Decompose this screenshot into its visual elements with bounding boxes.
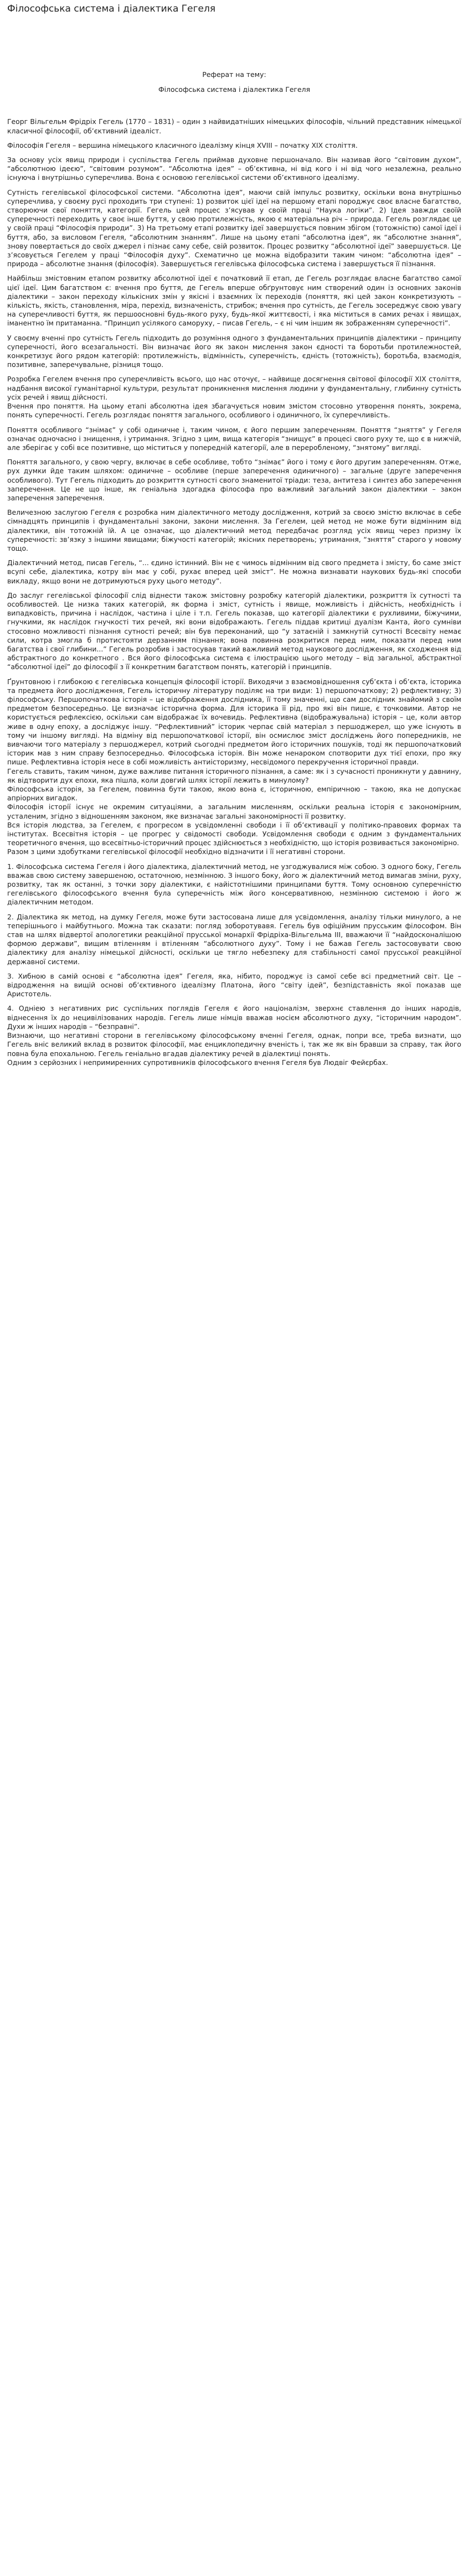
page-title: Філософська система і діалектика Гегеля [7,3,216,14]
document-page [0,3,469,1067]
body-paragraph: Філософія історії існує не окремим ситуаціями, а загальним мисленням, оскільки реальна історія є закономірним, усталеним, згідно з відношенням законом, яке визначає загальні закономірності її розвитку. [7,803,461,820]
body-paragraph: Визнаючи, що негативні сторони в гегелівському філософському вченні Гегеля, однак, попри все, треба визнати, що Гегель вніс великий вклад в розвиток філософії, має енциклопедичну вченість і, так же як він бравши за справу, так його повна була епохальною. Гегель геніально вгадав діалектику речей в діалектиці понять. [7,1031,461,1058]
body-paragraph: Діалектичний метод, писав Гегель, “... єдино істинний. Він не є чимось відмінним від свого предмета і змісту, бо саме зміст всупі себе, діалектика, котру він має у собі, рухає вперед цей зміст”. Не можна визнавати наукових будь-які способи викладу, якщо вони не дотримуються руху цього методу”. [7,558,461,585]
body-paragraph: Георг Вільгельм Фрідріх Гегель (1770 – 1831) – один з найвидатніших німецьких філософів, чільний представник німецької класичної філософії, об’єктивний ідеаліст. [7,117,461,135]
top-spacer [7,15,461,70]
body-paragraph: 2. Діалектика як метод, на думку Гегеля, може бути застосована лише для усвідомлення, аналізу тільки минулого, а не теперішнього і майбутнього. Можна так сказати: погляд зоборотувавя. Гегель був офіційним прусським філософом. Він став на шлях відвертої апологетики реакційної прусської монархії Фрідріха-Вільгельма III, вважаючи її “найдосконалішою формою держави”, вищим втіленням і втіленням “абсолютного духу”. Тому і не бажав Гегель застосовувати свою діалектику для аналізу німецької дійсності, оскільки це тягло небезпеку для стабільності самої прусської реакційної державної системи. [7,912,461,966]
abstract-topic: Філософська система і діалектика Гегеля [158,85,311,94]
body-paragraph: До заслуг гегелівської філософії слід віднести також змістовну розробку категорій діалектики, розкриття їх сутності та особливостей. Це низка таких категорій, як форма і зміст, сутність і явище, можливість і дійсність, необхідність і випадковість, причина і наслідок, частина і ціле і т.п. Гегель показав, що категорії діалектики є рухливими, біжучими, гнучкими, як наслідок гнучкості тих речей, які вони відображають. Гегель піддав критиці дуалізм Канта, його сумніви стосовно можливості пізнання сутності речей; він був переконаний, що “у затаєній і замкнутій сутності Всесвіту немає сили, котра змогла б протистояти дерзанням пізнання; вона повинна розкритися перед ним, показати перед ним багатства і свої глибини...” Гегель розробив і застосував такий важливий метод наукового дослідження, як сходження від абстрактного до конкретного . Вся його філософська система є ілюстрацією цього методу – від загальної, абстрактної “абсолютної ідеї” до філософії з її конкретним багатством понять, категорій і принципів. [7,591,461,671]
body-paragraph: Вся історія людства, за Гегелем, є прогресом в усвідомленні свободи і її об’єктивації у політико-правових формах та інститутах. Всесвітня історія – це прогрес у свідомості свободи. Усвідомлення свободи є одним з фундаментальних теоретичного вчення, що всесвітньо-історичний процес здійснюється з необхідністю, що історія розвивається закономірно. [7,820,461,847]
body-paragraph: За основу усіх явищ природи і суспільства Гегель приймав духовне першоначало. Він називав його “світовим духом”, “абсолютною ідеєю”, “світовим розумом”. “Абсолютна ідея” – об’єктивна, ні від кого і ні від чого незалежна, реально існуюча і внутрішньо суперечлива. Вона є основою гегелівської системи об’єктивного ідеалізму. [7,156,461,182]
body-paragraph: Розробка Гегелем вчення про суперечливість всього, що нас оточує, – найвище досягнення світової філософії XIX століття, надбання високої гуманітарної культури, результат проникнення мислення людини у фундаментальну, глибинну сутність усіх речей і явищ дійсності. [7,375,461,401]
body-paragraph: Поняття особливого “знімає” у собі одиничне і, таким чином, є його першим запереченням. Поняття “зняття” у Гегеля означає одночасно і знищення, і утримання. Згідно з цим, вища категорія “знищує” в процесі свого руху те, що є в нижчій, але зберігає у собі все позитивне, що міститься у попередній категорії, але в переробленому, “знятому” вигляді. [7,425,461,452]
body-paragraph: 3. Хибною в самій основі є “абсолютна ідея” Гегеля, яка, нібито, породжує із самої себе всі предметний світ. Це – відродження на вищій основі об’єктивного ідеалізму Платона, його “світу ідей”, безпідставність якої показав ще Аристотель. [7,971,461,999]
heading-gap [7,94,461,117]
body-paragraph: Гегель ставить, таким чином, дуже важливе питання історичного пізнання, а саме: як і з сучасності проникнути у давнину, як відтворити дух епохи, яка пішла, коли довгий шлях історії лежить в минулому? [7,767,461,784]
body-paragraph: 1. Філософська система Гегеля і його діалектика, діалектичний метод, не узгоджувалися між собою. З одного боку, Гегель вважав свою систему завершеною, остаточною, незмінною. З іншого боку, його ж діалектичний метод вимагав зміни, руху, розвитку, так як останні, з точки зору діалектики, є найістотнішими принципами буття. Тому основною суперечністю гегелівського філософського вчення була суперечність між його консервативною, незмінною системою і його ж діалектичним методом. [7,862,461,907]
body-paragraph: Вчення про поняття. На цьому етапі абсолютна ідея збагачується новим змістом стосовно утворення понять, зокрема, понять суперечності. Гегель розглядає поняття загального, особливого і одиничного, їх суперечливість. [7,402,461,420]
document-body [7,117,461,1067]
body-paragraph: Філософська історія, за Гегелем, повинна бути такою, якою вона є, історичною, емпіричною – такою, яка не допускає апріорних вигадок. [7,785,461,803]
body-paragraph: Ґрунтовною і глибокою є гегелівська концепція філософії історії. Виходячи з взаємовідношення суб’єкта і об’єкта, історика та предмета його дослідження, Гегель історичну літературу поділяє на три види: 1) першопочаткову; 2) рефлективну; 3) філософську. Першопочаткова історія – це відображення дослідника, її тому значенні, що сам дослідник знайомий з своїм предметом безпосередньо. Це визначає історична форма. Для історика її рід, про які він пише, є точковими. Автор не користується рефлексією, оскільки сам відображає їх вочевидь. Рефлективна (відображувальна) історія – це, коли автор живе в одну епоху, а досліджує іншу. “Рефлективний” історик черпає свій матеріал з першоджерел, що уже існують в тому чи іншому вигляді. На відміну від першопочаткової історії, він осмислює зміст досліджень його попередників, не вивчаючи того матеріалу з першоджерел, котрий сьогодні предметом його історичних пошуків, тоді як першопочатковий історик мав з ним справу безпосередньо. Філософська історія. Він може ненароком спотворити дух тієї епохи, про яку пише. Рефлективна історія несе в собі можливість антиісторизму, несвідомого перекручення історичної правди. [7,677,461,767]
body-paragraph: Одним з серйозних і непримиренних супротивників філософського вчення Гегеля був Людвіг Фейєрбах. [7,1058,388,1067]
body-paragraph: Сутність гегелівської філософської системи. “Абсолютна ідея”, маючи свій імпульс розвитку, оскільки вона внутрішньо суперечлива, у своєму русі проходить три ступені: 1) розвиток цієї ідеї на першому етапі породжує своє власне багатство, створюючи свої поняття, категорії. Гегель цей процес з’ясував у своїй праці “Наука логіки”. 2) Ідея завжди своїй суперечності переходить у своє інше буття, у свою протилежність, якою є матеріальна річ – природа. Гегель розглядає це у своїй праці “Філософія природи”. 3) На третьому етапі розвитку ідеї завершується повним збігом (тотожністю) самої ідеї і буття, або, за висловом Гегеля, “абсолютним знанням”. Лише на цьому етапі “абсолютна ідея”, як “абсолютне знання”, знову повертається до своїх джерел і пізнає саму себе, свій розвиток. Процес розвитку “абсолютної ідеї” завершується. Це з’ясовується Гегелем у праці “Філософія духу”. Схематично це можна відобразити таким чином: “абсолютна ідея” – природа – абсолютне знання (філософія). Завершується гегелівська філософська система і завершується її пізнання. [7,188,461,268]
body-paragraph: 4. Одніею з негативних рис суспільних поглядів Гегеля є його націоналізм, зверхнє ставлення до інших народів, віднесення їх до нецивілізованих народів. Гегель лише німців вважав носієм абсолютного духу, “історичним народом”. Духи ж інших народів – “безправні”. [7,1004,461,1031]
body-paragraph: Величезною заслугою Гегеля є розробка ним діалектичного методу дослідження, котрий за своєю змістю включає в себе сімнадцять принципів і фундаментальні закони, закони мислення. За Гегелем, цей метод не може бути відмінним від діалектики, він тотожній їй. А це означає, що діалектичний метод передбачає розгляд усіх явищ через призму їх суперечності: зв’язку з іншими явищами; біжучості категорій; якісних перетворень; утримання, “зняття” старого у новому тощо. [7,508,461,552]
body-paragraph: Поняття загального, у свою чергу, включає в себе особливе, тобто “знімає” його і тому є його другим запереченням. Отже, рух думки йде таким шляхом: одиничне – особливе (перше заперечення одиничного) – загальне (друге заперечення особливого). Тут Гегель підходить до розкриття сутності свого знаменитої тріади: теза, антитеза і синтез або заперечення заперечення. Це не що інше, як геніальна здогадка філософа про важливий загальний закон діалектики – закон заперечення заперечення. [7,458,461,502]
body-paragraph: Разом з цими здобутками гегелівської філософії необхідно відзначити і її негативні сторони. [7,847,346,856]
abstract-label: Реферат на тему: [202,70,266,79]
body-paragraph: Найбільш змістовним етапом розвитку абсолютної ідеї є початковий її етап, де Гегель розглядає власне багатство самої цієї ідеї. Цим багатством є: вчення про буття, де Гегель вперше обґрунтовує ним створений один із основних законів діалектики – закон переходу кількісних змін у якісні і взаємних їх переходів (поняття, які цей закон конкретизують – кількість, якість, становлення, міра, перехід, визначеність, стрибок; вчення про сутність, де Гегель зосереджує свою увагу на суперечливості буття, як першоосновні будь-якого руху, будь-якої життєвості, і яка міститься в самих речах і явищах, іманентно їм притаманна. “Принцип усілякого саморуху, – писав Гегель, – є ні чим іншим як зображенням суперечності”. [7,274,461,328]
body-paragraph: У своєму вченні про сутність Гегель підходить до розуміння одного з фундаментальних принципів діалектики – принципу суперечності, його всезагальності. Він визначає його як закон мислення закон єдності та боротьби протилежностей, конкретизує його рядом категорій: протилежність, відмінність, суперечність, єдність (тотожність), боротьба, взаємодія, позитивне, заперечувальне, різниця тощо. [7,333,461,369]
body-paragraph: Філософія Гегеля – вершина німецького класичного ідеалізму кінця XVIII – початку XIX століття. [7,141,358,149]
